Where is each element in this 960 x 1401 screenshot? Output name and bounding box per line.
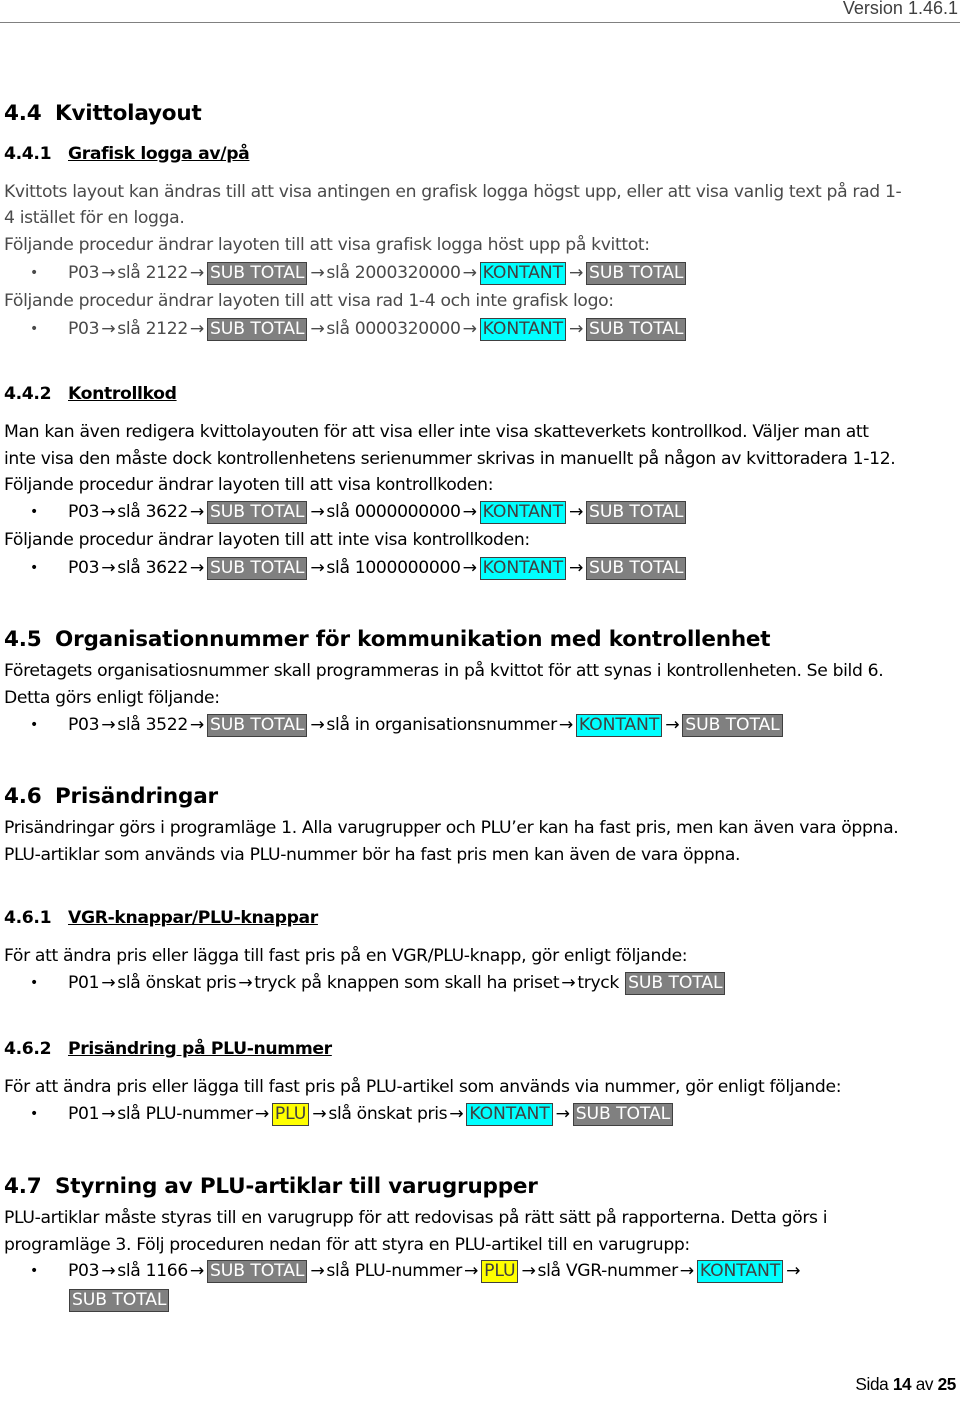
bullet-icon: • (30, 265, 38, 281)
page-number (855, 1374, 956, 1395)
arrow-icon: → (665, 715, 680, 735)
arrow-icon: → (462, 263, 477, 283)
heading-title: VGR-knappar/PLU-knappar (68, 908, 318, 928)
step-text: slå PLU-nummer (117, 1104, 253, 1124)
step-text: tryck på knappen som skall ha priset (254, 973, 560, 993)
heading-number: 4.7 (4, 1174, 42, 1199)
heading-number: 4.4 (4, 101, 42, 126)
heading-4-7 (4, 1176, 538, 1198)
page-mid: av (915, 1374, 934, 1394)
arrow-icon: → (462, 319, 477, 339)
kontant-key: KONTANT (480, 262, 566, 285)
heading-title: Kvittolayout (55, 101, 202, 126)
bullet-icon: • (30, 504, 38, 520)
paragraph-line: Prisändringar görs i programläge 1. Alla varugrupper och PLU’er kan ha fast pris, men kan även vara öppna. (4, 818, 899, 838)
arrow-icon: → (101, 1104, 116, 1124)
arrow-icon: → (568, 558, 584, 578)
heading-number: 4.6 (4, 784, 42, 809)
arrow-icon: → (238, 973, 253, 993)
step-text: P01 (68, 1104, 100, 1124)
paragraph-line: Följande procedur ändrar layoten till att inte visa kontrollkoden: (4, 530, 530, 550)
heading-number: 4.6.2 (4, 1039, 52, 1059)
bullet-icon: • (30, 560, 38, 576)
step-text: slå 0000320000 (326, 319, 461, 339)
heading-4-5 (4, 629, 770, 651)
step-text: slå 3622 (117, 502, 188, 522)
paragraph-line: För att ändra pris eller lägga till fast pris på PLU-artikel som används via nummer, gör enligt följande: (4, 1077, 842, 1097)
sub-total-key: SUB TOTAL (586, 557, 686, 580)
arrow-icon: → (189, 502, 204, 522)
heading-4-6-1 (4, 907, 318, 929)
arrow-icon: → (254, 1104, 269, 1124)
step-text: slå 2000320000 (326, 263, 461, 283)
kontant-key: KONTANT (480, 318, 566, 341)
step-text: slå 1166 (117, 1261, 188, 1281)
paragraph-line: Man kan även redigera kvittolayouten för att visa eller inte visa skatteverkets kontrollkod. Väljer man att (4, 422, 869, 442)
sub-total-key: SUB TOTAL (207, 501, 307, 524)
kontant-key: KONTANT (466, 1103, 552, 1126)
paragraph-line: Följande procedur ändrar layoten till att visa rad 1-4 och inte grafisk logo: (4, 291, 614, 311)
arrow-icon: → (101, 502, 116, 522)
step-text: slå VGR-nummer (537, 1261, 678, 1281)
arrow-icon: → (189, 715, 204, 735)
arrow-icon: → (568, 263, 584, 283)
heading-4-6 (4, 786, 218, 808)
arrow-icon: → (568, 319, 584, 339)
step-text: slå 3622 (117, 558, 188, 578)
step-text: slå 1000000000 (326, 558, 461, 578)
step-text: tryck (577, 973, 619, 993)
arrow-icon: → (189, 558, 204, 578)
sub-total-key: SUB TOTAL (586, 318, 686, 341)
arrow-icon: → (189, 263, 204, 283)
paragraph-line: PLU-artiklar som används via PLU-nummer bör ha fast pris men kan även de vara öppna. (4, 845, 741, 865)
step-text: slå PLU-nummer (326, 1261, 463, 1281)
sub-total-key: SUB TOTAL (586, 262, 686, 285)
arrow-icon: → (189, 319, 204, 339)
kontant-key: KONTANT (480, 501, 566, 524)
heading-title: Organisationnummer för kommunikation med kontrollenhet (55, 627, 771, 652)
total-pages: 25 (937, 1374, 956, 1394)
heading-number: 4.4.2 (4, 384, 52, 404)
document-version: Version 1.46.1 (842, 0, 958, 18)
step-text: P03 (68, 319, 100, 339)
arrow-icon: → (555, 1104, 570, 1124)
arrow-icon: → (449, 1104, 464, 1124)
arrow-icon: → (101, 319, 116, 339)
procedure-step-continuation (68, 1289, 170, 1312)
step-text: slå 0000000000 (326, 502, 461, 522)
step-text: slå 2122 (117, 263, 188, 283)
sub-total-key: SUB TOTAL (207, 714, 307, 737)
arrow-icon: → (679, 1261, 694, 1281)
arrow-icon: → (101, 1261, 116, 1281)
arrow-icon: → (521, 1261, 536, 1281)
heading-title: Prisändringar (55, 784, 218, 809)
arrow-icon: → (310, 263, 325, 283)
step-text: slå in organisationsnummer (326, 715, 557, 735)
sub-total-key: SUB TOTAL (69, 1289, 169, 1312)
paragraph-line: Följande procedur ändrar layoten till att visa kontrollkoden: (4, 475, 494, 495)
sub-total-key: SUB TOTAL (586, 501, 686, 524)
arrow-icon: → (101, 973, 116, 993)
plu-key: PLU (272, 1103, 309, 1126)
paragraph-line: Kvittots layout kan ändras till att visa antingen en grafisk logga högst upp, eller att visa vanlig text på rad 1- (4, 182, 902, 202)
heading-4-6-2 (4, 1038, 332, 1060)
sub-total-key: SUB TOTAL (682, 714, 782, 737)
arrow-icon: → (310, 1261, 325, 1281)
step-text: P03 (68, 263, 100, 283)
paragraph-line: För att ändra pris eller lägga till fast pris på en VGR/PLU-knapp, gör enligt följande: (4, 946, 688, 966)
heading-number: 4.4.1 (4, 144, 52, 164)
heading-title: Grafisk logga av/på (68, 144, 250, 164)
arrow-icon: → (464, 1261, 479, 1281)
step-text: P03 (68, 502, 100, 522)
heading-number: 4.5 (4, 627, 42, 652)
plu-key: PLU (481, 1260, 518, 1283)
arrow-icon: → (786, 1261, 801, 1281)
heading-number: 4.6.1 (4, 908, 52, 928)
arrow-icon: → (310, 558, 325, 578)
arrow-icon: → (310, 319, 325, 339)
header-divider (0, 22, 960, 23)
arrow-icon: → (558, 715, 573, 735)
heading-title: Styrning av PLU-artiklar till varugrupper (55, 1174, 538, 1199)
step-text: P03 (68, 715, 100, 735)
sub-total-key: SUB TOTAL (207, 557, 307, 580)
current-page: 14 (892, 1374, 912, 1394)
arrow-icon: → (189, 1261, 204, 1281)
sub-total-key: SUB TOTAL (207, 1260, 307, 1283)
step-text: slå önskat pris (117, 973, 237, 993)
kontant-key: KONTANT (576, 714, 662, 737)
arrow-icon: → (101, 715, 116, 735)
paragraph-line: inte visa den måste dock kontrollenhetens serienummer skrivas in manuellt på någon av kvittoradera 1-12. (4, 449, 896, 469)
arrow-icon: → (561, 973, 576, 993)
bullet-icon: • (30, 975, 38, 991)
arrow-icon: → (310, 715, 325, 735)
arrow-icon: → (101, 558, 116, 578)
step-text: P03 (68, 1261, 100, 1281)
paragraph-line: PLU-artiklar måste styras till en varugrupp för att redovisas på rätt sätt på rapporterna. Detta görs i (4, 1208, 828, 1228)
arrow-icon: → (312, 1104, 327, 1124)
heading-4-4-1 (4, 143, 249, 165)
heading-4-4 (4, 103, 202, 125)
kontant-key: KONTANT (480, 557, 566, 580)
paragraph-line: Följande procedur ändrar layoten till att visa grafisk logga höst upp på kvittot: (4, 235, 650, 255)
step-text: slå önskat pris (328, 1104, 448, 1124)
arrow-icon: → (462, 558, 477, 578)
heading-4-4-2 (4, 383, 177, 405)
paragraph-line: 4 istället för en logga. (4, 208, 185, 228)
arrow-icon: → (101, 263, 116, 283)
heading-title: Prisändring på PLU-nummer (68, 1039, 332, 1059)
step-text: slå 2122 (117, 319, 188, 339)
step-text: P01 (68, 973, 100, 993)
sub-total-key: SUB TOTAL (625, 972, 725, 995)
bullet-icon: • (30, 321, 38, 337)
bullet-icon: • (30, 717, 38, 733)
arrow-icon: → (310, 502, 325, 522)
heading-title: Kontrollkod (68, 384, 177, 404)
paragraph-line: Detta görs enligt följande: (4, 688, 220, 708)
page-prefix: Sida (855, 1374, 889, 1394)
paragraph-line: Företagets organisatiosnummer skall programmeras in på kvittot för att synas i kontrollenheten. Se bild 6. (4, 661, 884, 681)
step-text: slå 3522 (117, 715, 188, 735)
bullet-icon: • (30, 1106, 38, 1122)
sub-total-key: SUB TOTAL (573, 1103, 673, 1126)
sub-total-key: SUB TOTAL (207, 318, 307, 341)
paragraph-line: programläge 3. Följ proceduren nedan för att styra en PLU-artikel till en varugrupp: (4, 1235, 690, 1255)
arrow-icon: → (568, 502, 584, 522)
bullet-icon: • (30, 1263, 38, 1279)
arrow-icon: → (462, 502, 477, 522)
sub-total-key: SUB TOTAL (207, 262, 307, 285)
step-text: P03 (68, 558, 100, 578)
kontant-key: KONTANT (697, 1260, 783, 1283)
